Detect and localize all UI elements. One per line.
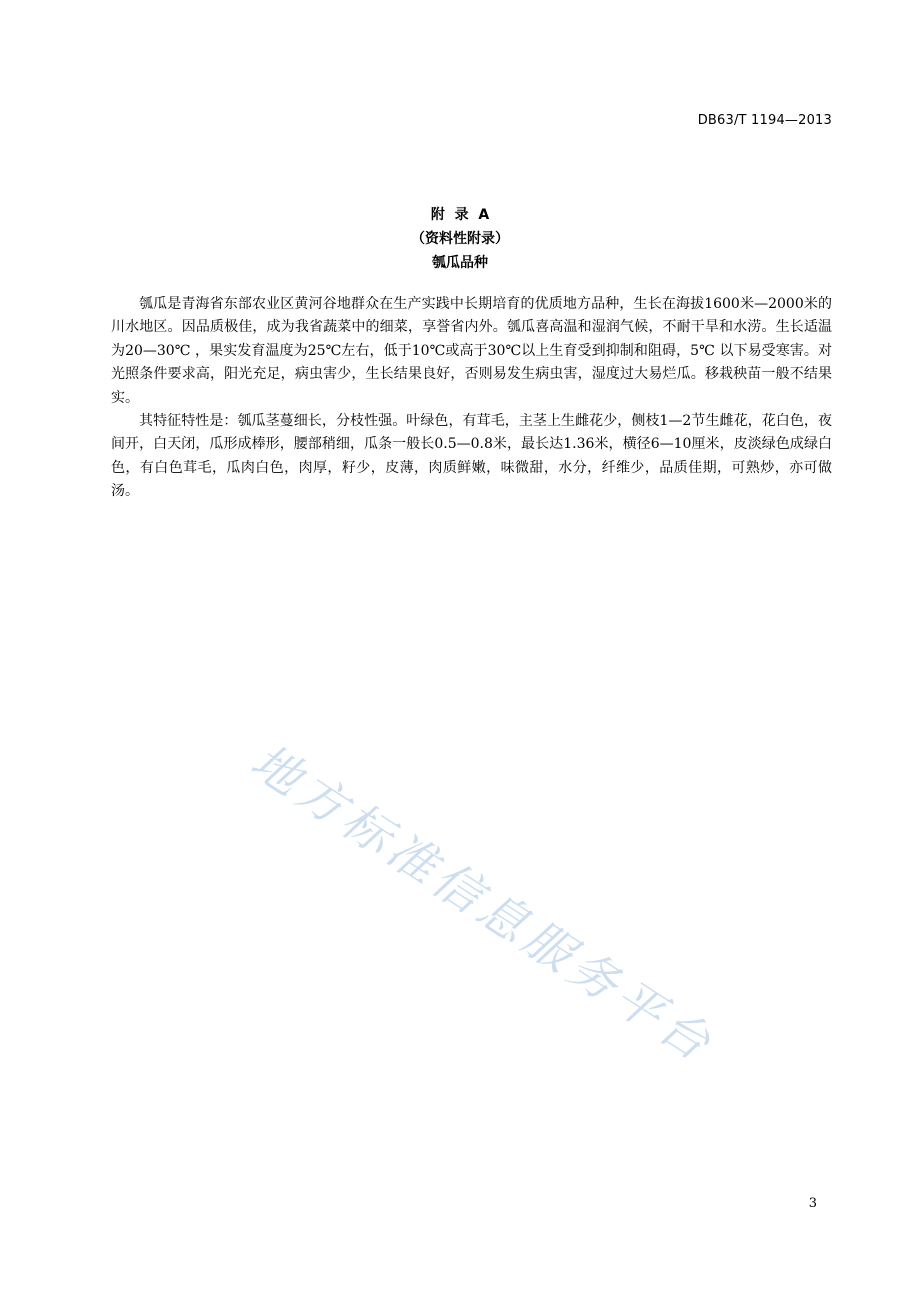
paragraph-characteristics: 其特征特性是：瓠瓜茎蔓细长，分枝性强。叶绿色，有茸毛，主茎上生雌花少，侧枝1—2节生雌花，花白色，夜间开，白天闭，瓜形成棒形，腰部稍细，瓜条一般长0.5—0.8米，最长达1.36米，横径6—10厘米，皮淡绿色成绿白色，有白色茸毛，瓜肉白色，肉厚，籽少，皮薄，肉质鲜嫩，味微甜，水分，纤维少，品质佳期，可熟炒，亦可做汤。 [111, 413, 832, 500]
page-number: 3 [808, 1196, 817, 1211]
annex-body [111, 293, 832, 504]
document-code: DB63/T 1194—2013 [697, 113, 832, 128]
annex-label: 附 录 A [430, 207, 490, 223]
annex-heading [0, 203, 920, 275]
annex-type: （资料性附录） [411, 231, 509, 247]
annex-title: 瓠瓜品种 [432, 255, 488, 271]
paragraph-intro: 瓠瓜是青海省东部农业区黄河谷地群众在生产实践中长期培育的优质地方品种，生长在海拔1600米—2000米的川水地区。因品质极佳，成为我省蔬菜中的细菜，享誉省内外。瓠瓜喜高温和湿润气候，不耐干旱和水涝。生长适温为20—30℃ ，果实发育温度为25℃左右，低于10℃或高于30℃以上生育受到抑制和阻碍，5℃ 以下易受寒害。对光照条件要求高，阳光充足，病虫害少，生长结果良好，否则易发生病虫害，湿度过大易烂瓜。移栽秧苗一般不结果实。 [111, 296, 832, 406]
watermark: 地方标准信息服务平台 [240, 733, 725, 1075]
